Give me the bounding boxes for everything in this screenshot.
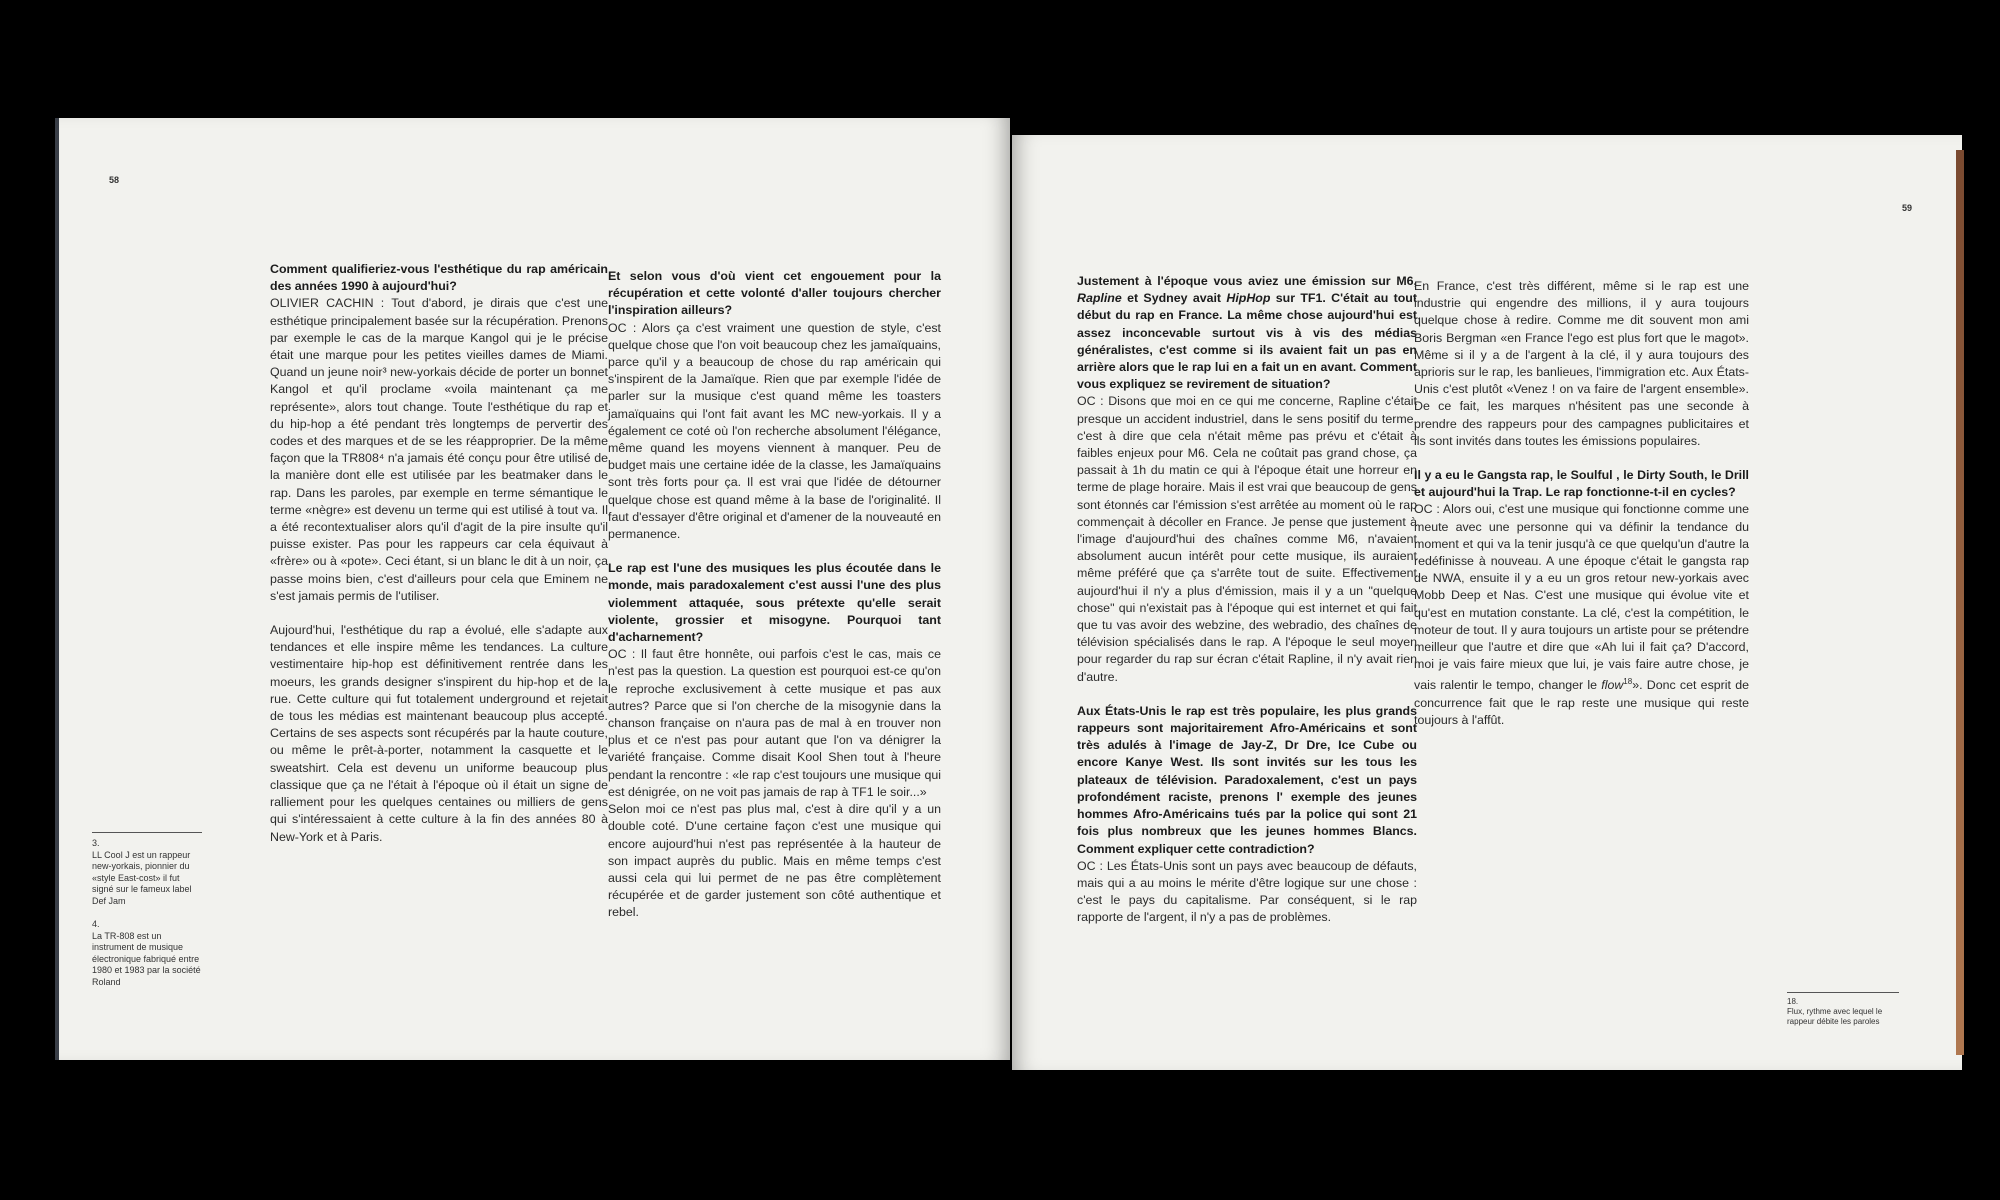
- question: Il y a eu le Gangsta rap, le Soulful , le Dirty South, le Drill et aujourd'hui la Trap. Le rap fonctionne-t-il en cycles?: [1414, 468, 1749, 500]
- footnote-number: 4.: [92, 919, 100, 929]
- page-edge: [1956, 150, 1964, 1055]
- page-number: 59: [1902, 203, 1913, 213]
- footnote-text: Flux, rythme avec lequel le rappeur débite les paroles: [1787, 1007, 1883, 1026]
- question-text: et Sydney avait: [1127, 291, 1222, 306]
- page-number: 58: [109, 175, 120, 185]
- answer-paragraph: OLIVIER CACHIN : Tout d'abord, je dirais que c'est une esthétique principalement basée sur la récupération. Prenons par exemple le cas de la marque Kangol qui je le précise était une marque pour les petites vieilles dames de Miami. Quand un jeune noir³ new-yorkais décide de porter un bonnet Kangol et qu'il proclame «voila maintenant ça me représente», alors tout change. Toute l'esthétique du rap et du hip-hop a été pendant très longtemps de pervertir des codes et des marques et de se les réapproprier. De la même façon que la TR808⁴ n'a jamais été conçu pour être utilisé de la manière dont elle est utilisée par les beatmaker dans le rap. Dans les paroles, par exemple en terme sémantique le terme «nègre» est devenu un terme qui est utilisé à tout va. Il a été recontextualiser alors qu'il d'agit de la pire insulte qu'il puisse exister. Pas pour les rappeurs car cela équivaut à «frère» ou à «pote». Ceci étant, si un blanc le dit à un noir, ça passe moins bien, c'est d'ailleurs pour cela que Eminem ne s'est jamais permis de l'utiliser.: [270, 296, 608, 603]
- question: Comment qualifieriez-vous l'esthétique du rap américain des années 1990 à aujourd'hui?: [270, 262, 608, 294]
- left-column-2: [608, 268, 941, 922]
- answer-paragraph: En France, c'est très différent, même si le rap est une industrie qui engendre des millions, il y aura toujours quelque chose à redire. Comme me dit souvent mon ami Boris Bergman «en France l'ego est plus fort que le magot». Même si il y a de l'argent à la clé, il y aura toujours des aprioris sur le rap, les banlieues, l'immigration etc. Aux États-Unis c'est plutôt «Venez ! on va faire de l'argent ensemble». De ce fait, les marques n'hésitent pas une seconde à prendre des rappeurs pour des campagnes publicitaires et ils sont invités dans toutes les émissions populaires.: [1414, 279, 1749, 448]
- right-column-1: [1077, 273, 1417, 927]
- footnote: [92, 838, 202, 988]
- show-title: HipHop: [1226, 291, 1271, 306]
- answer-paragraph: OC : Il faut être honnête, oui parfois c'est le cas, mais ce n'est pas la question. La question est pourquoi est-ce qu'on le reproche exclusivement à cette musique et pas aux autres? Parce que si l'on cherche de la misogynie dans la chanson française on n'aura pas de mal à en trouver non plus et ce n'est pas pour autant que l'on va dénigrer la variété française. Comme disait Kool Shen tout à l'heure pendant la rencontre : «le rap c'est toujours une musique qui est dénigrée, on ne voit pas jamais de rap à TF1 le soir...»: [608, 647, 941, 799]
- show-title: Rapline: [1077, 291, 1122, 306]
- answer-paragraph: OC : Alors ça c'est vraiment une question de style, c'est quelque chose que l'on voit beaucoup chez les jamaïquains, parce qu'il y a beaucoup de chose du rap américain qui s'inspirent de la Jamaïque. Rien que par exemple l'idée de parler sur la musique c'est quand même les toasters jamaïquains qui l'ont fait avant les MC new-yorkais. Il y a également ce coté où l'on recherche absolument l'élégance, même quand les moyens viennent à manquer. Peu de budget mais une certaine idée de la classe, les Jamaïquains sont très forts pour ça. Il est vrai que l'idée de détourner quelque chose est quand même à la base de l'originalité. Il faut d'essayer d'être original et d'amener de la nouveauté en permanence.: [608, 320, 941, 542]
- answer-text: OC : Alors oui, c'est une musique qui fonctionne comme une meute avec une personne qui va définir la tendance du moment et qui va la tenir jusqu'à ce que quelqu'un d'autre la redéfinisse à nouveau. A une époque c'était le gangsta rap de NWA, ensuite il y a eu un gros retour new-yorkais avec Mobb Deep et Nas. C'est une musique qui évolue vite et qu'est en mutation constante. La clé, c'est la compétition, le moteur de tout. Il y aura toujours un artiste pour se prétendre meilleur que l'autre et dire que «Ah lui il fait ça? D'accord, moi je vais faire mieux que lui, je vais faire autre chose, je vais ralentir le tempo, changer le: [1414, 502, 1749, 693]
- footnote-ref: 18: [1623, 677, 1633, 687]
- footnote-divider: [1787, 992, 1899, 993]
- question: Et selon vous d'où vient cet engouement pour la récupération et cette volonté d'aller toujours chercher l'inspiration ailleurs?: [608, 269, 941, 318]
- question-text: Justement à l'époque vous aviez une émission sur M6,: [1077, 274, 1417, 288]
- footnote-text: LL Cool J est un rappeur new-yorkais, pionnier du «style East-cost» il fut signé sur le fameux label Def Jam: [92, 849, 192, 906]
- left-page: [55, 118, 1010, 1060]
- question-text: sur TF1. C'était au tout début du rap en France. La même chose aujourd'hui est assez inconcevable surtout vis à vis des médias généralistes, c'est comme si ils avaient fait un pas en arrière alors que le rap lui en a fait un en avant. Comment vous expliquez se revirement de situation?: [1077, 291, 1417, 392]
- answer-paragraph: OC : Les États-Unis sont un pays avec beaucoup de défauts, mais qui a au moins le mérite d'être logique sur une chose : c'est le pays du capitalisme. Par conséquent, si le rap rapporte de l'argent, il n'y a pas de problèmes.: [1077, 858, 1417, 925]
- question: Le rap est l'une des musiques les plus écoutée dans le monde, mais paradoxalement c'est aussi l'une des plus violemment attaquée, sous prétexte qu'elle serait violente, grossier et misogyne. Pourquoi tant d'acharnement?: [608, 561, 941, 645]
- footnote: [1787, 997, 1899, 1027]
- answer-paragraph: Aujourd'hui, l'esthétique du rap a évolué, elle s'adapte aux tendances et elle inspire même les tendances. La culture vestimentaire hip-hop est définitivement rentrée dans les moeurs, les grands designer s'inspirent du hip-hop et de la rue. Cette culture qui fut totalement underground et rejetait de tous les médias est maintenant beaucoup plus accepté. Certains de ses aspects sont récupérés par la haute couture, ou même le prêt-à-porter, notamment la casquette et le sweatshirt. Cela est devenu un uniforme beaucoup plus classique que ça ne l'était à l'époque où il était un signe de ralliement pour les quelques centaines ou milliers de gens qui s'intéressaient à cette culture à la fin des années 80 à New-York et à Paris.: [270, 623, 608, 844]
- question: [1077, 273, 1417, 393]
- footnote-number: 3.: [92, 838, 100, 848]
- answer-paragraph: Selon moi ce n'est pas plus mal, c'est à dire qu'il y a un double coté. D'une certaine façon c'est une musique qui encore aujourd'hui n'est pas représentée à la hauteur de son impact auprès du public. Mais en même temps c'est aussi cela qui lui permet de ne pas être complètement récupérée et de garder justement son côté authentique et rebel.: [608, 802, 941, 920]
- right-page: [1012, 135, 1962, 1070]
- answer-paragraph: [1414, 501, 1749, 729]
- answer-text: ». Donc cet esprit de concurrence fait que le rap reste une musique qui reste toujours à l'affût.: [1414, 678, 1749, 727]
- answer-paragraph: OC : Disons que moi en ce qui me concerne, Rapline c'était presque un accident industriel, dans le sens positif du terme, c'est à dire que cela n'était même pas prévu et c'était à faibles enjeux pour M6. Cela ne coûtait pas grand chose, ça passait à 1h du matin ce qui à l'époque était une horreur en terme de plage horaire. Mais il est vrai que beaucoup de gens sont étonnés car l'émission s'est arrêtée au moment où le rap commençait à décoller en France. Je pense que justement à l'image d'aujourd'hui des chaînes comme M6, n'avaient absolument aucun intérêt pour cette musique, ils auraient même préféré que ça s'arrête tout de suite. Effectivement aujourd'hui il n'y a plus d'émission, mais il y a un "quelque chose" qui n'existait pas à l'époque qui est internet et qui fait que tu vas avoir des webzine, des webradio, des chaînes de télévision spécialisés dans le rap. A l'époque le seul moyen pour regarder du rap sur écran c'était Rapline, il n'y avait rien d'autre.: [1077, 394, 1417, 684]
- question: Aux États-Unis le rap est très populaire, les plus grands rappeurs sont majoritairement Afro-Américains et sont très adulés à l'image de Jay-Z, Dr Dre, Ice Cube ou encore Kanye West. Ils sont invités sur les tous les plateaux de télévision. Paradoxalement, c'est un pays profondément raciste, prenons l' exemple des jeunes hommes Afro-Américains tués par la police qui sont 21 fois plus nombreux que les jeunes hommes Blancs. Comment expliquer cette contradiction?: [1077, 703, 1417, 856]
- footnote-text: La TR-808 est un instrument de musique électronique fabriqué entre 1980 et 1983 par la société Roland: [92, 930, 201, 987]
- term: flow: [1601, 678, 1624, 693]
- footnote-number: 18.: [1787, 997, 1799, 1006]
- right-column-2: [1414, 278, 1749, 729]
- footnote-divider: [92, 832, 202, 833]
- left-column-1: [270, 261, 608, 846]
